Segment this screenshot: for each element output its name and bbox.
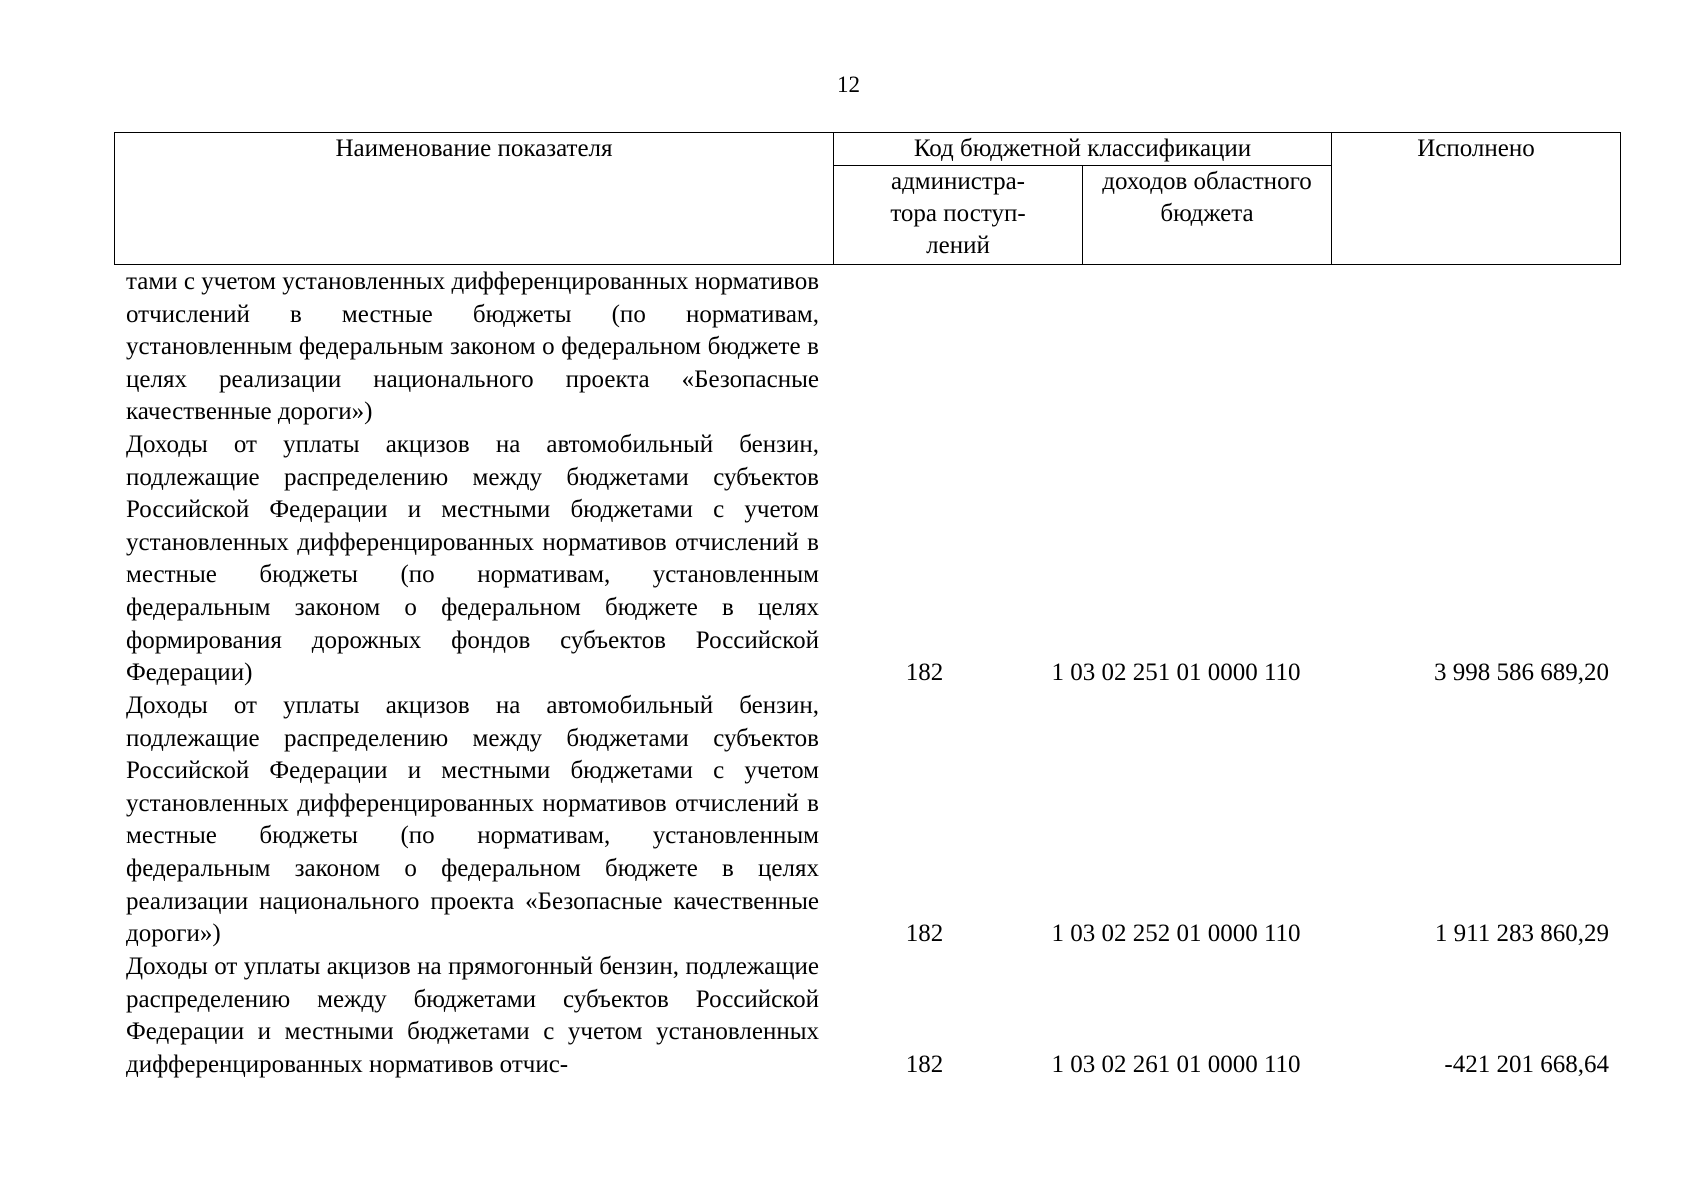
table-cell-code: 1 03 02 251 01 0000 110 — [1051, 659, 1301, 686]
table-cell-executed: 3 998 586 689,20 — [1434, 659, 1609, 686]
page-number: 12 — [837, 72, 860, 97]
table-cell-executed: -421 201 668,64 — [1444, 1051, 1609, 1078]
column-header-classification: Код бюджетной классификации — [834, 133, 1332, 166]
table-row-name: Доходы от уплаты акцизов на автомобильный бензин, подлежащие распределению между бюджетами субъектов Российской Федерации и местными бюджетами с учетом установленных дифференцированных нормативов отчислений в местные бюджеты (по нормативам, установленным федеральным законом о федеральном бюджете в целях формирования дорожных фондов субъектов Российской Федерации) — [126, 431, 819, 687]
table-row-name: Доходы от уплаты акцизов на прямогонный бензин, подлежащие распределению между бюджетами субъектов Российской Федерации и местными бюджетами с учетом установленных дифференцированных нормативов отчис- — [126, 953, 819, 1078]
table-row-name: Доходы от уплаты акцизов на автомобильный бензин, подлежащие распределению между бюджетами субъектов Российской Федерации и местными бюджетами с учетом установленных дифференцированных нормативов отчислений в местные бюджеты (по нормативам, установленным федеральным законом о федеральном бюджете в целях реализации национального проекта «Безопасные качественные дороги») — [126, 692, 819, 948]
column-header-name: Наименование показателя — [115, 133, 834, 265]
column-header-executed: Исполнено — [1332, 133, 1621, 265]
table-cell-code: 1 03 02 252 01 0000 110 — [1051, 920, 1301, 947]
column-header-income: доходов областного бюджета — [1083, 166, 1332, 265]
table-cell-executed: 1 911 283 860,29 — [1434, 920, 1609, 947]
table-cell-admin: 182 — [905, 1051, 944, 1078]
table-cell-admin: 182 — [905, 659, 944, 686]
table-header — [114, 132, 1621, 265]
table-cell-admin: 182 — [905, 920, 944, 947]
table-row-name: тами с учетом установленных дифференцированных нормативов отчислений в местные бюджеты (по нормативам, установленным федеральным законом о федеральном бюджете в целях реализации национального проекта «Безопасные качественные дороги») — [126, 268, 819, 426]
table-cell-code: 1 03 02 261 01 0000 110 — [1051, 1051, 1301, 1078]
column-header-admin: администра- тора поступ- лений — [834, 166, 1083, 265]
